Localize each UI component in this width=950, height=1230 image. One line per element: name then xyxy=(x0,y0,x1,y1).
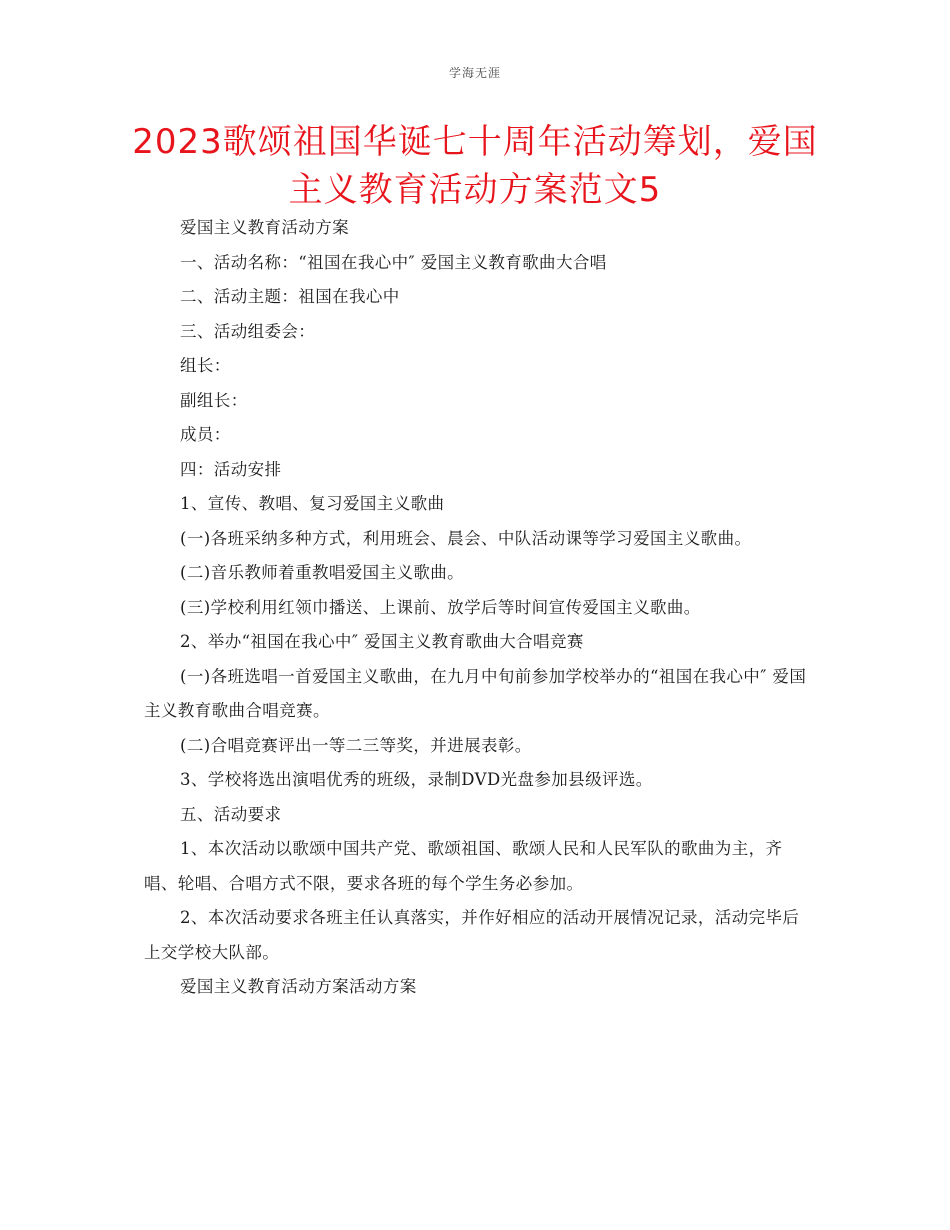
paragraph: (二)合唱竞赛评出一等二三等奖，并进展表彰。 xyxy=(180,735,532,755)
paragraph: 爱国主义教育活动方案活动方案 xyxy=(180,977,417,996)
paragraph: 一、活动名称：“祖国在我心中″ 爱国主义教育歌曲大合唱 xyxy=(180,252,607,272)
paragraph: 五、活动要求 xyxy=(180,804,282,824)
paragraph: 1、宣传、教唱、复习爱国主义歌曲 xyxy=(180,494,445,513)
paragraph: 二、活动主题：祖国在我心中 xyxy=(180,287,400,306)
paragraph: (二)音乐教师着重教唱爱国主义歌曲。 xyxy=(180,563,465,582)
document-body xyxy=(144,211,812,1005)
paragraph: 1、本次活动以歌颂中国共产党、歌颂祖国、歌颂人民和人民军队的歌曲为主，齐唱、轮唱、合唱方式不限，要求各班的每个学生务必参加。 xyxy=(144,839,783,893)
paragraph: 副组长： xyxy=(180,390,248,410)
paragraph: 成员： xyxy=(180,425,231,444)
paragraph: 爱国主义教育活动方案 xyxy=(180,218,349,237)
paragraph: (一)各班采纳多种方式，利用班会、晨会、中队活动课等学习爱国主义歌曲。 xyxy=(180,528,752,548)
paragraph: 三、活动组委会： xyxy=(180,321,316,341)
paragraph: 四：活动安排 xyxy=(180,459,282,479)
paragraph: (三)学校利用红领巾播送、上课前、放学后等时间宣传爱国主义歌曲。 xyxy=(180,597,701,617)
paragraph: 组长： xyxy=(180,356,231,375)
document-title: 2023歌颂祖国华诞七十周年活动筹划，爱国主义教育活动方案范文5 xyxy=(132,122,818,210)
paragraph: (一)各班选唱一首爱国主义歌曲，在九月中旬前参加学校举办的“祖国在我心中″ 爱国主义教育歌曲合唱竞赛。 xyxy=(144,666,807,720)
page-header-note: 学海无涯 xyxy=(448,66,501,80)
paragraph: 2、本次活动要求各班主任认真落实，并作好相应的活动开展情况记录，活动完毕后上交学校大队部。 xyxy=(144,908,800,962)
paragraph: 2、举办“祖国在我心中″ 爱国主义教育歌曲大合唱竞赛 xyxy=(180,632,584,651)
paragraph: 3、学校将选出演唱优秀的班级，录制DVD光盘参加县级评选。 xyxy=(180,770,653,789)
